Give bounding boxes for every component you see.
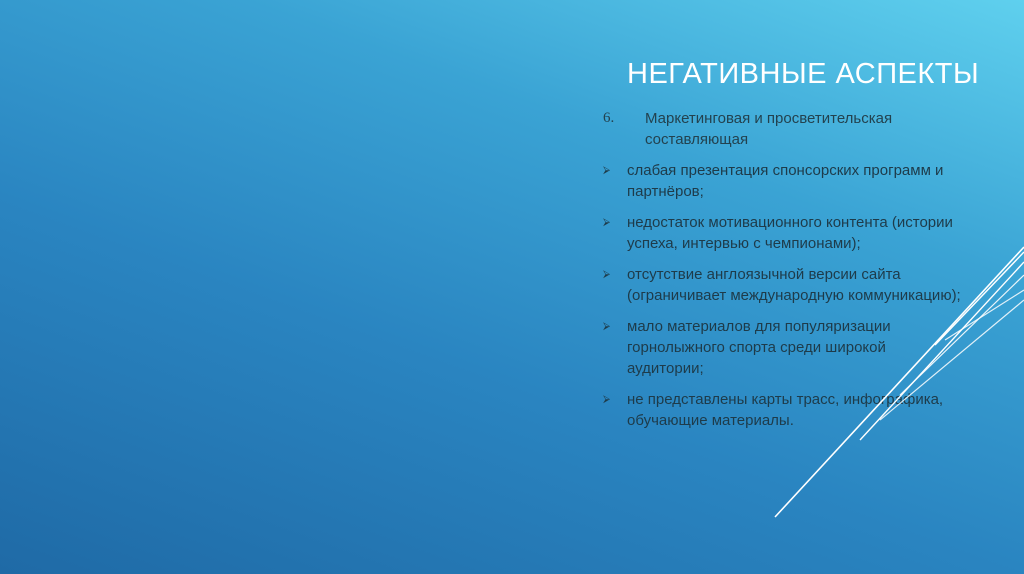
list-item-text: не представлены карты трасс, инфографика, обучающие материалы.	[627, 391, 944, 429]
arrow-bullet-icon: ⮚	[603, 321, 611, 332]
arrow-bullet-icon: ⮚	[603, 165, 611, 176]
slide-title: НЕГАТИВНЫЕ АСПЕКТЫ	[627, 58, 980, 90]
section-number: 6.	[603, 110, 615, 126]
list-item-text: мало материалов для популяризации горнолыжного спорта среди широкой аудитории;	[627, 318, 891, 377]
decorative-line	[880, 300, 1024, 420]
decorative-line	[775, 247, 1024, 517]
arrow-bullet-icon: ⮚	[603, 217, 611, 228]
list-item-text: отсутствие англоязычной версии сайта (ограничивает международную коммуникацию);	[627, 266, 961, 304]
arrow-bullet-icon: ⮚	[603, 269, 611, 280]
decorative-line	[900, 275, 1024, 395]
decorative-line	[860, 262, 1024, 440]
list-item-text: недостаток мотивационного контента (истории успеха, интервью с чемпионами);	[627, 214, 953, 252]
section-heading-text: Маркетинговая и просветительская составляющая	[645, 110, 893, 148]
arrow-bullet-icon: ⮚	[603, 394, 611, 405]
list-item-text: слабая презентация спонсорских программ и партнёров;	[627, 162, 944, 200]
